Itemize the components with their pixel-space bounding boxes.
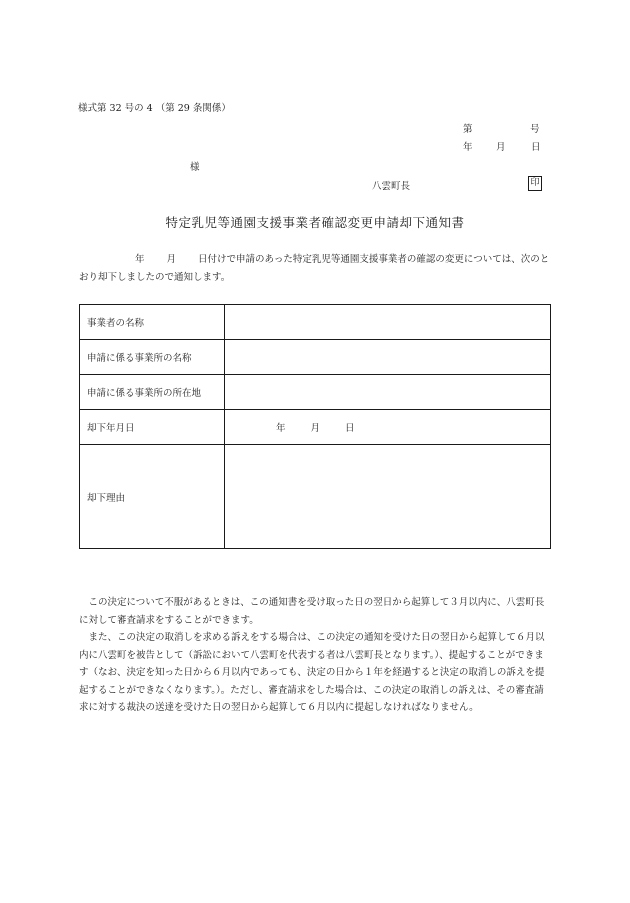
table-row (80, 340, 551, 375)
facility-address-label: 申請に係る事業所の所在地 (80, 375, 225, 410)
rejection-reason-value (225, 445, 551, 549)
document-number-prefix: 第 (463, 124, 473, 135)
appeal-note-review-request: この決定について不服があるときは、この通知書を受け取った日の翌日から起算して３月以内に、八雲町長に対して審査請求をすることができます。 (79, 597, 545, 626)
table-row (80, 305, 551, 340)
issuer-name: 八雲町長 (372, 181, 411, 192)
seal-stamp: 印 (528, 176, 542, 191)
table-row (80, 410, 551, 445)
intro-paragraph (79, 251, 551, 287)
business-name-value (225, 305, 551, 340)
appeal-note-lawsuit: また、この決定の取消しを求める訴えをする場合は、この決定の通知を受けた日の翌日から起算して６月以内に八雲町を被告として（訴訟において八雲町を代表する者は八雲町長となります。）、提起することができます（なお、決定を知った日から６月以内であっても、決定の日から１年を経過すると決定の取消しの訴えを提起することができなくなります。）。ただし、審査請求をした場合は、この決定の取消しの訴えは、その審査請求に対する裁決の送達を受けた日の翌日から起算して６月以内に提起しなければなりません。 (79, 632, 545, 713)
rejection-date-month: 月 (310, 423, 321, 434)
business-name-label: 事業者の名称 (80, 305, 225, 340)
issue-date-month: 月 (496, 142, 506, 153)
issue-date-year: 年 (463, 142, 473, 153)
issue-date-day: 日 (531, 142, 541, 153)
facility-name-label: 申請に係る事業所の名称 (80, 340, 225, 375)
intro-month: 月 (166, 254, 177, 265)
form-number: 様式第 32 号の 4 （第 29 条関係） (78, 103, 231, 114)
facility-name-value (225, 340, 551, 375)
document-number-suffix: 号 (530, 124, 540, 135)
rejection-reason-label: 却下理由 (80, 445, 225, 549)
rejection-date-value (225, 410, 551, 445)
rejection-date-day: 日 (345, 423, 355, 434)
facility-address-value (225, 375, 551, 410)
addressee-honorific: 様 (190, 162, 200, 173)
document-title: 特定乳児等通園支援事業者確認変更申請却下通知書 (165, 215, 465, 230)
appeal-notes (79, 594, 553, 717)
table-row (80, 445, 551, 549)
rejection-date-label: 却下年月日 (80, 410, 225, 445)
details-table (79, 304, 551, 549)
table-row (80, 375, 551, 410)
rejection-date-year: 年 (276, 423, 286, 434)
intro-year: 年 (135, 254, 145, 265)
intro-text: 日付けで申請のあった特定乳児等通園支援事業者の確認の変更については、次のとおり却下しましたので通知します。 (79, 254, 550, 283)
